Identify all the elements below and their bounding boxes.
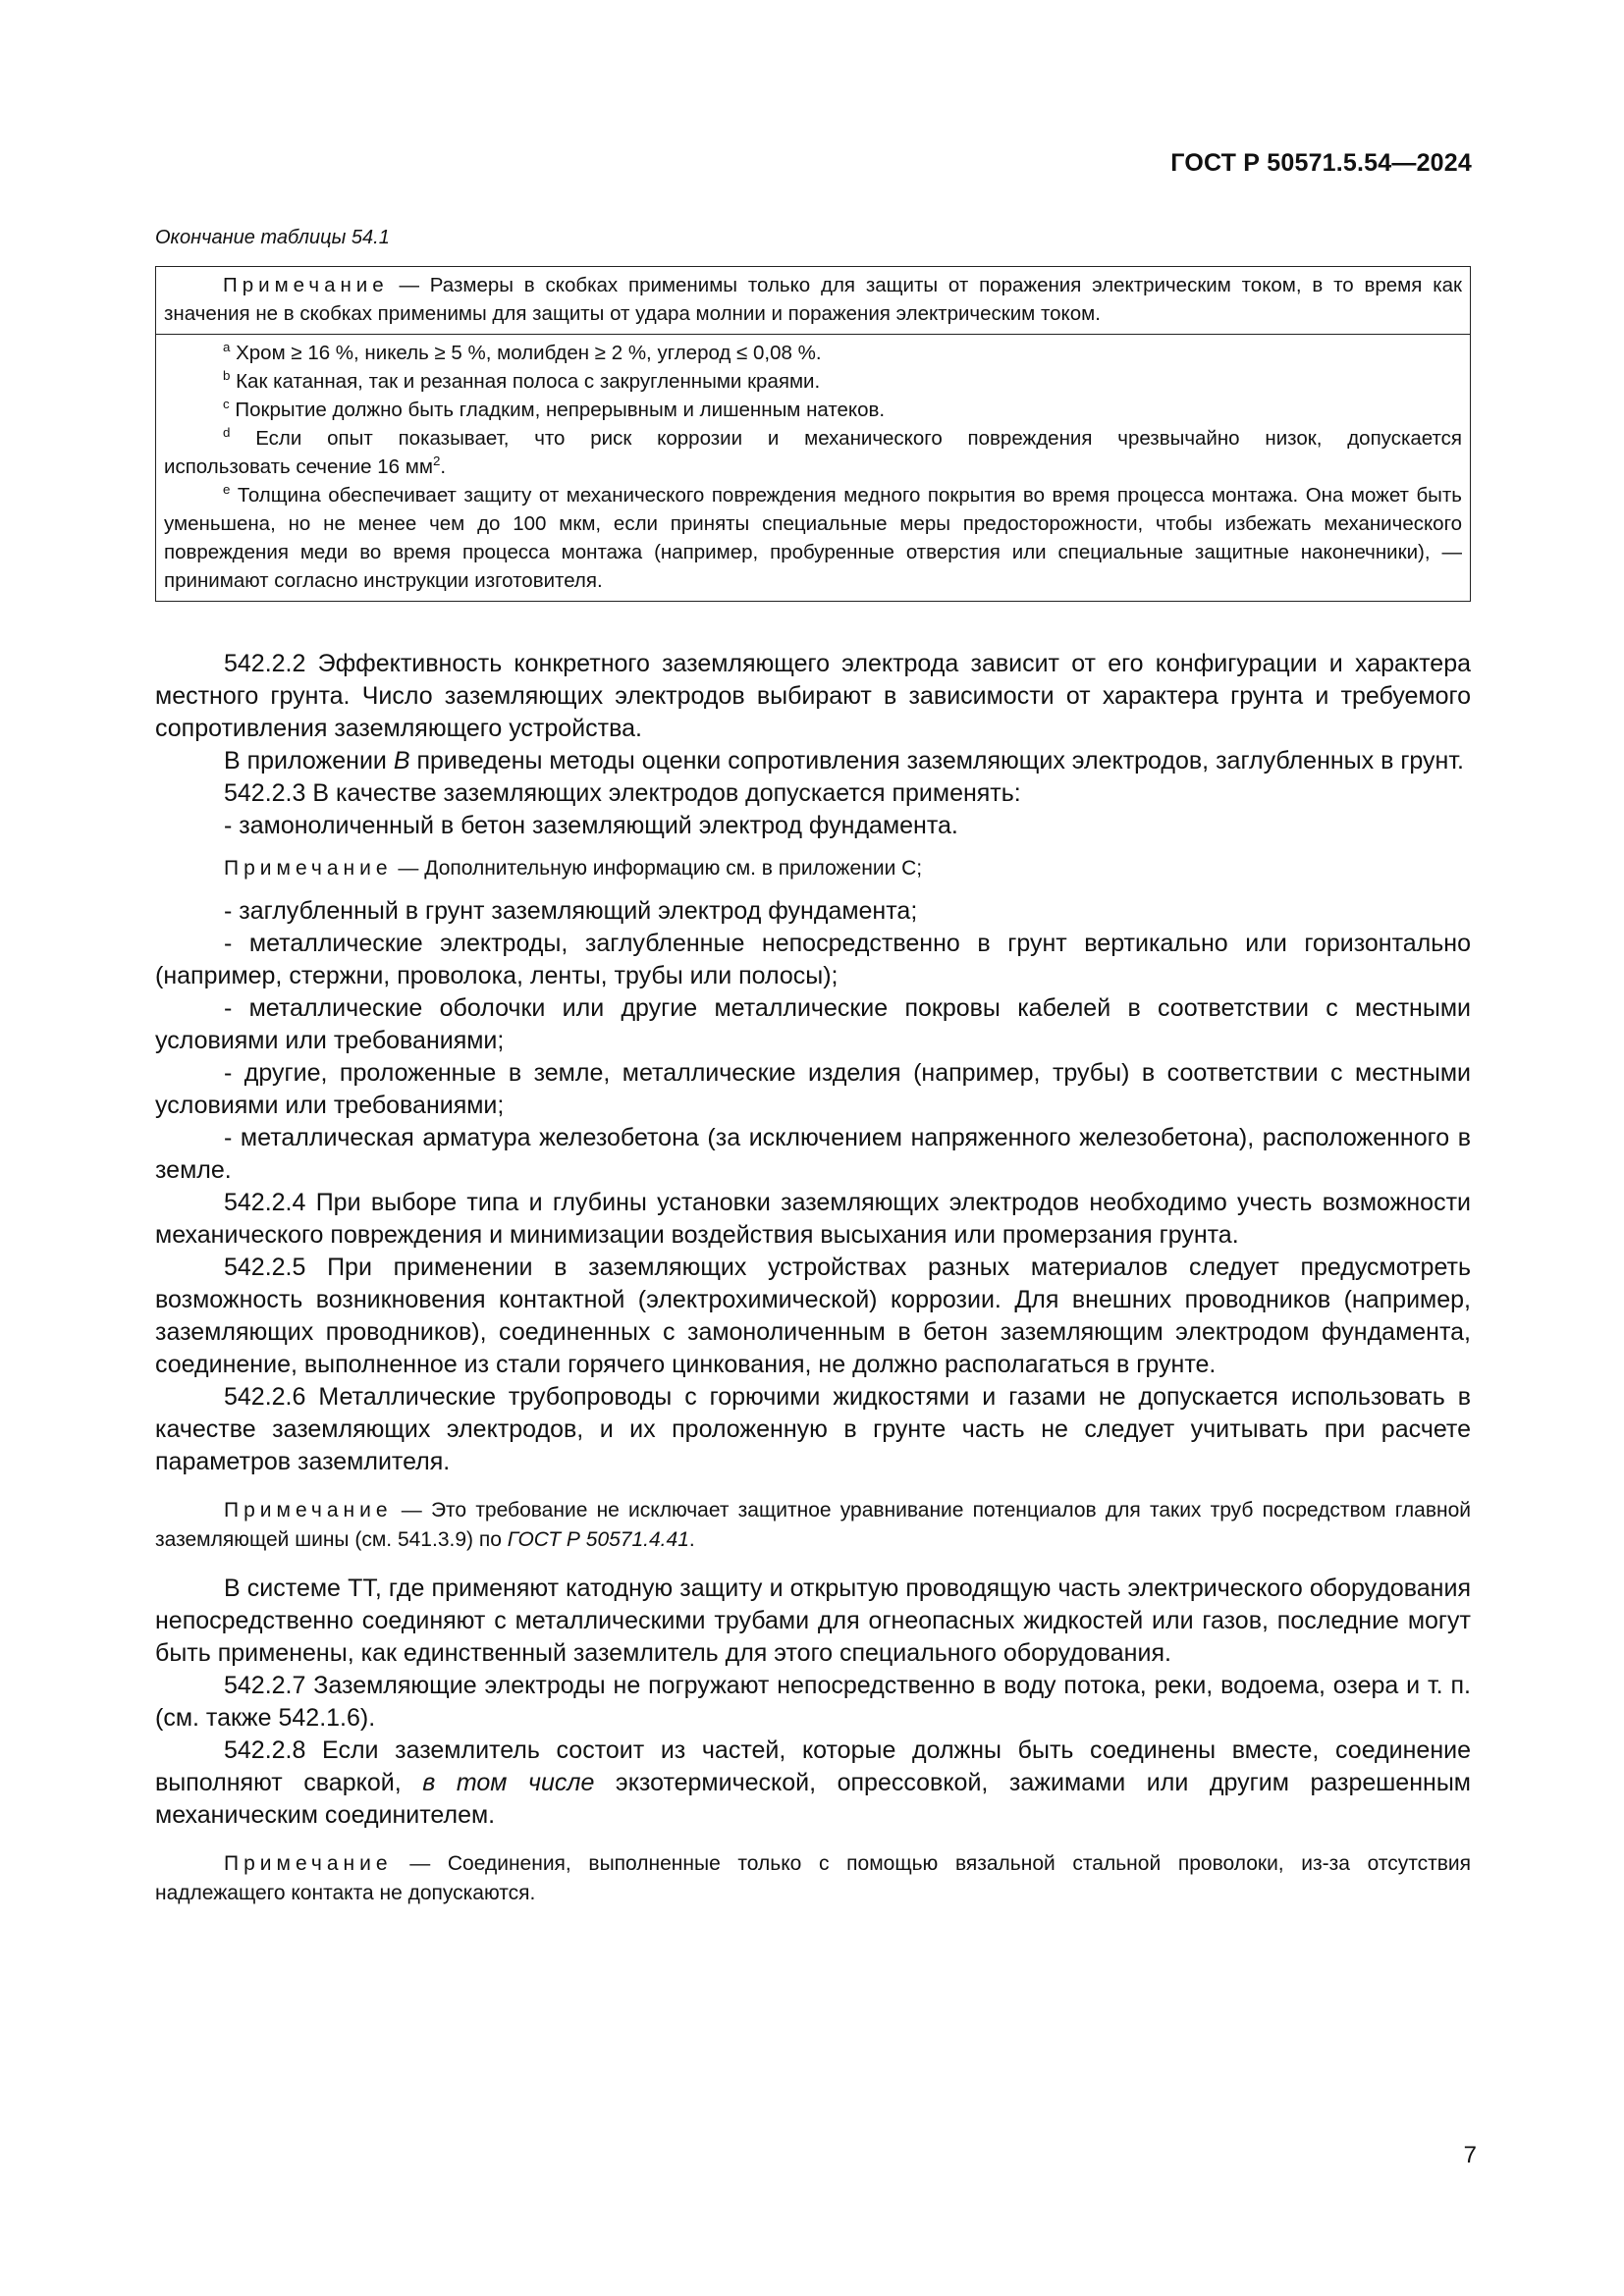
- note-2: [155, 1496, 1471, 1555]
- standard-reference: ГОСТ Р 50571.4.41: [507, 1528, 689, 1551]
- table-note-cell: [156, 267, 1470, 335]
- paragraph-annex-b: [155, 745, 1471, 777]
- note-label: Примечание: [224, 1499, 393, 1522]
- footnote-c: [164, 396, 1462, 424]
- list-item: - замоноличенный в бетон заземляющий электрод фундамента.: [224, 812, 958, 839]
- page-number: 7: [1463, 2142, 1477, 2168]
- list-item: - металлические электроды, заглубленные непосредственно в грунт вертикально или горизонтально (например, стержни, проволока, ленты, трубы или полосы);: [155, 930, 1471, 989]
- note-1: [155, 854, 1471, 883]
- footnote-mark: d: [223, 425, 231, 441]
- note-label: Примечание: [223, 274, 389, 296]
- list-item: - металлические оболочки или другие металлические покровы кабелей в соответствии с местными условиями или требованиями;: [155, 994, 1471, 1054]
- table-notes-box: [155, 266, 1471, 602]
- annex-reference: B: [393, 747, 410, 774]
- emphasis: в том числе: [422, 1769, 595, 1796]
- footnote-text: Если опыт показывает, что риск коррозии и механического повреждения чрезвычайно низок, допускается: [230, 427, 1462, 450]
- document-header: ГОСТ Р 50571.5.54—2024: [1170, 149, 1472, 177]
- footnote-text: Толщина обеспечивает защиту от механического повреждения медного покрытия во время процесса монтажа. Она может быть уменьшена, но не менее чем до 100 мкм, если приняты специальные меры предосторожности, чтобы избежать механического повреждения меди во время процесса монтажа (например, пробуренные отверстия или специальные защитные наконечники), — принимают согласно инструкции изготовителя.: [164, 484, 1462, 592]
- footnote-mark: e: [223, 482, 231, 498]
- paragraph-542-2-5: 542.2.5 При применении в заземляющих устройствах разных материалов следует предусмотреть возможность возникновения контактной (электрохимической) коррозии. Для внешних проводников (например, заземляющих проводников), соединенных с замоноличенным в бетон заземляющим электродом фундамента, соединение, выполненное из стали горячего цинкования, не должно располагаться в грунте.: [155, 1254, 1471, 1378]
- footnote-text: использовать сечение 16 мм: [164, 455, 433, 478]
- footnote-text: Покрытие должно быть гладким, непрерывным и лишенным натеков.: [229, 399, 886, 421]
- list-item: - металлическая арматура железобетона (за исключением напряженного железобетона), расположенного в земле.: [155, 1124, 1471, 1184]
- text: экзотермической, опрессовкой, зажимами или другим разрешенным механическим соединителем.: [155, 1769, 1471, 1829]
- footnotes-cell: [156, 335, 1470, 601]
- note-text: — Дополнительную информацию см. в приложении С;: [392, 857, 923, 880]
- footnote-b: [164, 367, 1462, 396]
- paragraph-tt-system: В системе ТТ, где применяют катодную защиту и открытую проводящую часть электрического оборудования непосредственно соединяют с металлическими трубами для огнеопасных жидкостей или газов, последние могут быть применены, как единственный заземлитель для этого специального оборудования.: [155, 1575, 1471, 1667]
- note-3: [155, 1849, 1471, 1908]
- text: В приложении: [224, 747, 394, 774]
- table-caption: Окончание таблицы 54.1: [155, 227, 390, 248]
- paragraph-542-2-6: 542.2.6 Металлические трубопроводы с горючими жидкостями и газами не допускается использовать в качестве заземляющих электродов, и их проложенную в грунте часть не следует учитывать при расчете параметров заземлителя.: [155, 1383, 1471, 1475]
- note-text: .: [688, 1528, 695, 1551]
- footnote-text: Как катанная, так и резанная полоса с закругленными краями.: [230, 370, 821, 393]
- footnote-a: [164, 339, 1462, 367]
- footnote-mark: c: [223, 397, 230, 412]
- note-text: — Соединения, выполненные только с помощью вязальной стальной проволоки, из-за отсутствия надлежащего контакта не допускаются.: [155, 1852, 1471, 1904]
- footnote-text: .: [440, 455, 447, 478]
- text: 542.2.8 Если заземлитель состоит из частей, которые должны быть соединены вместе, соединение выполняют сваркой,: [155, 1736, 1471, 1796]
- list-item: - заглубленный в грунт заземляющий электрод фундамента;: [224, 897, 918, 925]
- main-text: [155, 648, 1471, 1908]
- note-label: Примечание: [224, 857, 393, 880]
- paragraph-542-2-8: [155, 1735, 1471, 1832]
- footnote-e: [164, 481, 1462, 595]
- paragraph-542-2-2: 542.2.2 Эффективность конкретного заземляющего электрода зависит от его конфигурации и характера местного грунта. Число заземляющих электродов выбирают в зависимости от характера грунта и требуемого сопротивления заземляющего устройства.: [155, 650, 1471, 742]
- note-label: Примечание: [224, 1852, 393, 1875]
- paragraph-542-2-4: 542.2.4 При выборе типа и глубины установки заземляющих электродов необходимо учесть возможности механического повреждения и минимизации воздействия высыхания или промерзания грунта.: [155, 1189, 1471, 1249]
- footnote-d-continuation: [164, 453, 1462, 481]
- paragraph-542-2-3: 542.2.3 В качестве заземляющих электродов допускается применять:: [224, 779, 1021, 807]
- footnote-mark: a: [223, 340, 231, 355]
- paragraph-542-2-7: 542.2.7 Заземляющие электроды не погружают непосредственно в воду потока, реки, водоема, озера и т. п. (см. также 542.1.6).: [155, 1672, 1471, 1732]
- footnote-mark: b: [223, 368, 231, 384]
- footnote-d: [164, 424, 1462, 453]
- note-text: — Размеры в скобках применимы только для защиты от поражения электрическим током, в то время как значения не в скобках применимы для защиты от удара молнии и поражения электрическим током.: [164, 274, 1462, 325]
- text: приведены методы оценки сопротивления заземляющих электродов, заглубленных в грунт.: [409, 747, 1464, 774]
- list-item: - другие, проложенные в земле, металлические изделия (например, трубы) в соответствии с местными условиями или требованиями;: [155, 1059, 1471, 1119]
- note-text: — Это требование не исключает защитное уравнивание потенциалов для таких труб посредством главной заземляющей шины (см. 541.3.9) по: [155, 1499, 1471, 1551]
- footnote-text: Хром ≥ 16 %, никель ≥ 5 %, молибден ≥ 2 %, углерод ≤ 0,08 %.: [230, 342, 822, 364]
- superscript: 2: [432, 454, 441, 469]
